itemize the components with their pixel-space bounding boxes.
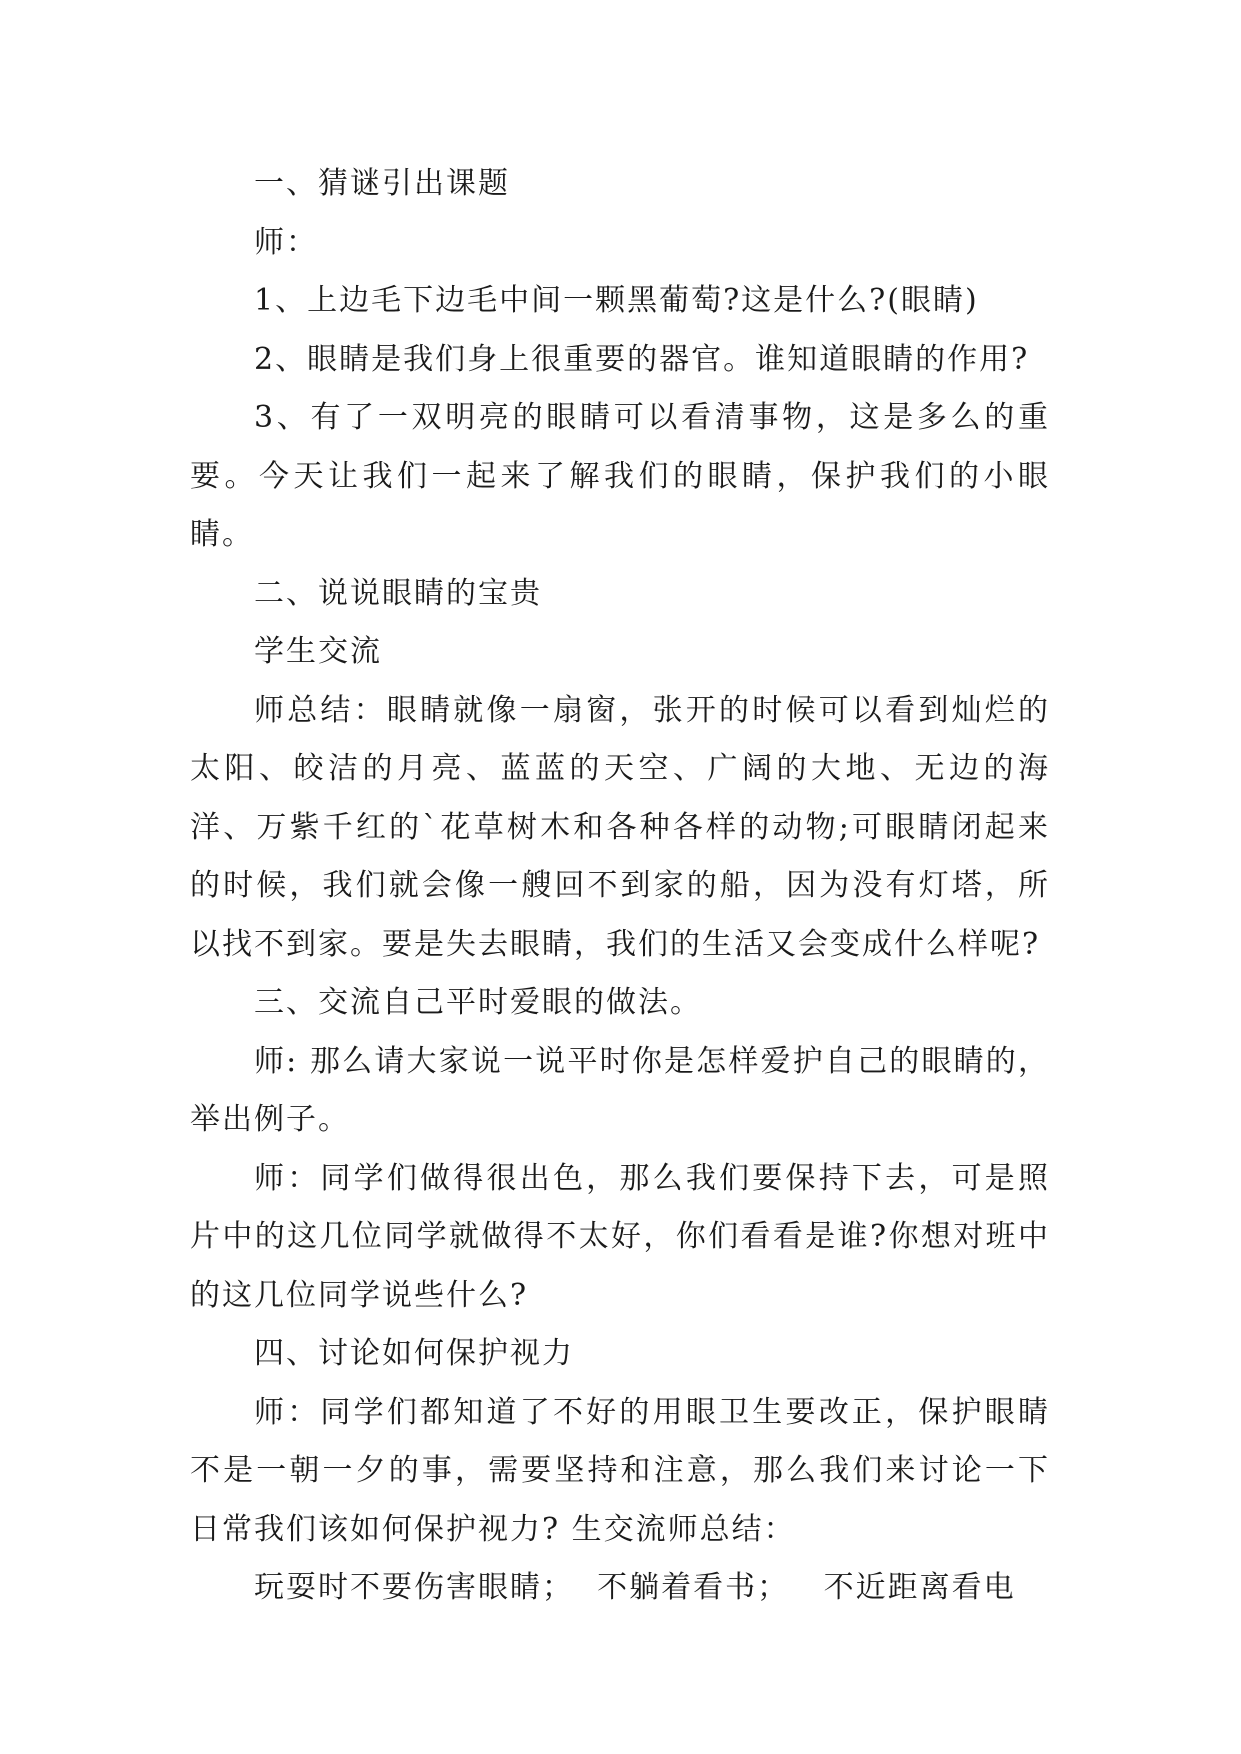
paragraph-eye-function: 2、眼睛是我们身上很重要的器官。谁知道眼睛的作用? (254, 341, 1030, 377)
paragraph-student-exchange: 学生交流 (254, 634, 382, 669)
paragraph-teacher-summary: 师总结：眼睛就像一扇窗，张开的时候可以看到灿烂的太阳、皎洁的月亮、蓝蓝的天空、广阔的大地、无边的海洋、万紫千红的`花草树木和各种各样的动物;可眼睛闭起来的时候，我们就会像一艘回不到家的船，因为没有灯塔，所以找不到家。要是失去眼睛，我们的生活又会变成什么样呢? (190, 692, 1050, 962)
paragraph-riddle-question: 1、上边毛下边毛中间一颗黑葡萄?这是什么?(眼睛) (254, 283, 979, 318)
paragraph-lesson-intro: 3、有了一双明亮的眼睛可以看清事物，这是多么的重要。今天让我们一起来了解我们的眼睛，保护我们的小眼睛。 (190, 400, 1050, 552)
paragraph-tips: 玩耍时不要伤害眼睛； 不躺着看书； 不近距离看电 (254, 1570, 1016, 1605)
paragraph-habits-question: 师: 那么请大家说一说平时你是怎样爱护自己的眼睛的，举出例子。 (190, 1043, 1050, 1137)
section-heading-habits: 三、交流自己平时爱眼的做法。 (254, 985, 702, 1020)
paragraph-protect-discussion: 师：同学们都知道了不好的用眼卫生要改正，保护眼睛不是一朝一夕的事，需要坚持和注意，那么我们来讨论一下日常我们该如何保护视力? 生交流师总结： (190, 1394, 1050, 1547)
section-heading-value: 二、说说眼睛的宝贵 (254, 575, 542, 611)
section-heading-riddle: 一、猜谜引出课题 (254, 166, 510, 201)
document-body (190, 155, 1050, 1618)
teacher-label: 师： (254, 224, 318, 260)
section-heading-protect: 四、讨论如何保护视力 (254, 1336, 574, 1371)
paragraph-photo-discussion: 师：同学们做得很出色，那么我们要保持下去，可是照片中的这几位同学就做得不太好，你们看看是谁?你想对班中的这几位同学说些什么? (190, 1160, 1050, 1313)
